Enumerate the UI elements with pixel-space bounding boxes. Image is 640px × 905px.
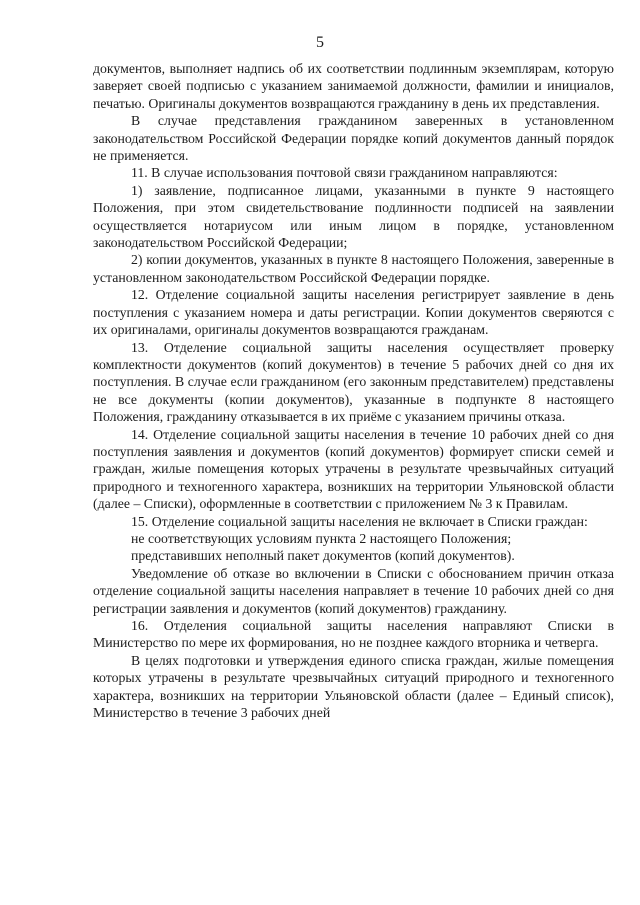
paragraph: 11. В случае использования почтовой связи гражданином направляются:	[131, 165, 558, 181]
paragraph: В случае представления гражданином заверенных в установленном законодательством Российской Федерации порядке копий документов данный порядок не применяется.	[93, 113, 614, 164]
paragraph: не соответствующих условиям пункта 2 настоящего Положения;	[131, 530, 512, 546]
paragraph: 1) заявление, подписанное лицами, указанными в пункте 9 настоящего Положения, при этом свидетельствование подлинности подписей на заявлении осуществляется нотариусом или иным лицом в порядке, установленном законодательством Российской Федерации;	[93, 182, 614, 251]
paragraph: В целях подготовки и утверждения единого списка граждан, жилые помещения которых утрачены в результате чрезвычайных ситуаций природного и техногенного характера, возникших на территории Ульяновской области (далее – Единый список), Министерство в течение 3 рабочих дней	[93, 652, 614, 721]
paragraph: 12. Отделение социальной защиты населения регистрирует заявление в день поступления с указанием номера и даты регистрации. Копии документов сверяются с их оригиналами, оригиналы документов возвращаются гражданам.	[93, 287, 614, 338]
page-number: 5	[316, 34, 324, 51]
paragraph: документов, выполняет надпись об их соответствии подлинным экземплярам, которую заверяет своей подписью с указанием занимаемой должности, фамилии и инициалов, печатью. Оригиналы документов возвращаются гражданину в день их представления.	[93, 61, 614, 111]
paragraph: Уведомление об отказе во включении в Списки с обоснованием причин отказа отделение социальной защиты населения направляет в течение 10 рабочих дней со дня регистрации заявления и документов (копий документов) гражданину.	[93, 565, 614, 616]
paragraph: 16. Отделения социальной защиты населения направляют Списки в Министерство по мере их формирования, но не позднее каждого вторника и четверга.	[93, 618, 614, 651]
paragraph: 15. Отделение социальной защиты населения не включает в Списки граждан:	[131, 513, 588, 529]
paragraph: 2) копии документов, указанных в пункте 8 настоящего Положения, заверенные в установленном законодательством Российской Федерации порядке.	[93, 252, 614, 285]
paragraph: 14. Отделение социальной защиты населения в течение 10 рабочих дней со дня поступления заявления и документов (копий документов) формирует списки семей и граждан, жилые помещения которых утрачены в результате чрезвычайных ситуаций природного и техногенного характера, возникших на территории Ульяновской области (далее – Списки), оформленные в соответствии с приложением № 3 к Правилам.	[93, 426, 614, 512]
paragraph: представивших неполный пакет документов (копий документов).	[131, 548, 515, 564]
paragraph: 13. Отделение социальной защиты населения осуществляет проверку комплектности документов (копий документов) в течение 5 рабочих дней со дня их поступления. В случае если гражданином (его законным представителем) представлены не все документы (копии документов), указанные в подпункте 8 настоящего Положения, гражданину отказывается в их приёме с указанием причины отказа.	[93, 339, 614, 425]
document-body	[93, 60, 614, 721]
